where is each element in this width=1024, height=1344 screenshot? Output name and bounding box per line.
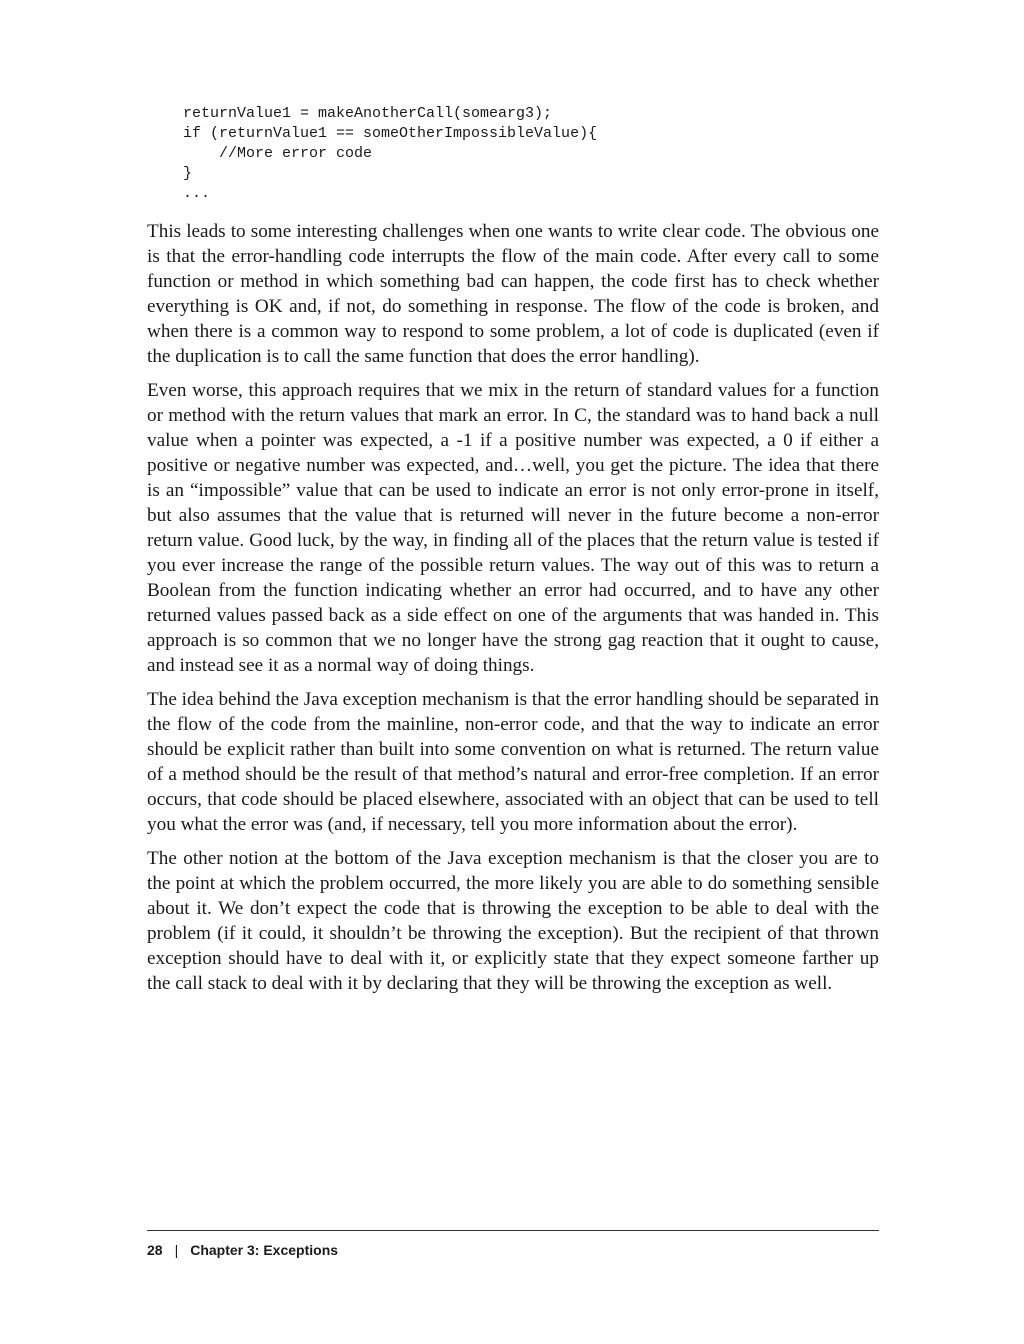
paragraph-return-values: Even worse, this approach requires that we mix in the return of standard values for a function or method with the return values that mark an error. In C, the standard was to hand back a null value when a pointer was expected, a -1 if a positive number was expected, a 0 if either a positive or negative number was expected, and…well, you get the picture. The idea that there is an “impossible” value that can be used to indicate an error is not only error-prone in itself, but also assumes that the value that is returned will never in the future become a non-error return value. Good luck, by the way, in finding all of the places that the return value is tested if you ever increase the range of the possible return values. The way out of this was to return a Boolean from the function indicating whether an error had occurred, and to have any other returned values passed back as a side effect on one of the arguments that was handed in. This approach is so common that we no longer have the strong gag reaction that it ought to cause, and instead see it as a normal way of doing things. [147,380,879,676]
code-line: returnValue1 = makeAnotherCall(somearg3); [183,105,553,122]
page-number: 28 [147,1242,163,1258]
footer-separator: | [174,1242,179,1258]
paragraph-error-handling-challenges: This leads to some interesting challenges when one wants to write clear code. The obvious one is that the error-handling code interrupts the flow of the main code. After every call to some function or method in which something bad can happen, the code first has to check whether everything is OK and, if not, do something in response. The flow of the code is broken, and when there is a common way to respond to some problem, a lot of code is duplicated (even if the duplication is to call the same function that does the error handling). [147,221,879,367]
body-text [147,219,879,1005]
code-line: if (returnValue1 == someOtherImpossibleValue){ [183,125,598,142]
code-line: ... [183,185,211,202]
code-line: } [183,165,193,182]
page-footer [147,1241,338,1259]
footer-divider [147,1230,879,1231]
paragraph-java-exception-notion: The other notion at the bottom of the Java exception mechanism is that the closer you are to the point at which the problem occurred, the more likely you are able to do something sensible about it. We don’t expect the code that is throwing the exception to be able to deal with the problem (if it could, it shouldn’t be throwing the exception). But the recipient of that thrown exception should have to deal with it, or explicitly state that they expect someone farther up the call stack to deal with it by declaring that they will be throwing the exception as well. [147,848,879,994]
code-block [183,104,883,204]
chapter-title: Chapter 3: Exceptions [190,1242,339,1258]
code-line: //More error code [183,145,373,162]
paragraph-java-exception-idea: The idea behind the Java exception mechanism is that the error handling should be separated in the flow of the code from the mainline, non-error code, and that the way to indicate an error should be explicit rather than built into some convention on what is returned. The return value of a method should be the result of that method’s natural and error-free completion. If an error occurs, that code should be placed elsewhere, associated with an object that can be used to tell you what the error was (and, if necessary, tell you more information about the error). [147,689,879,835]
